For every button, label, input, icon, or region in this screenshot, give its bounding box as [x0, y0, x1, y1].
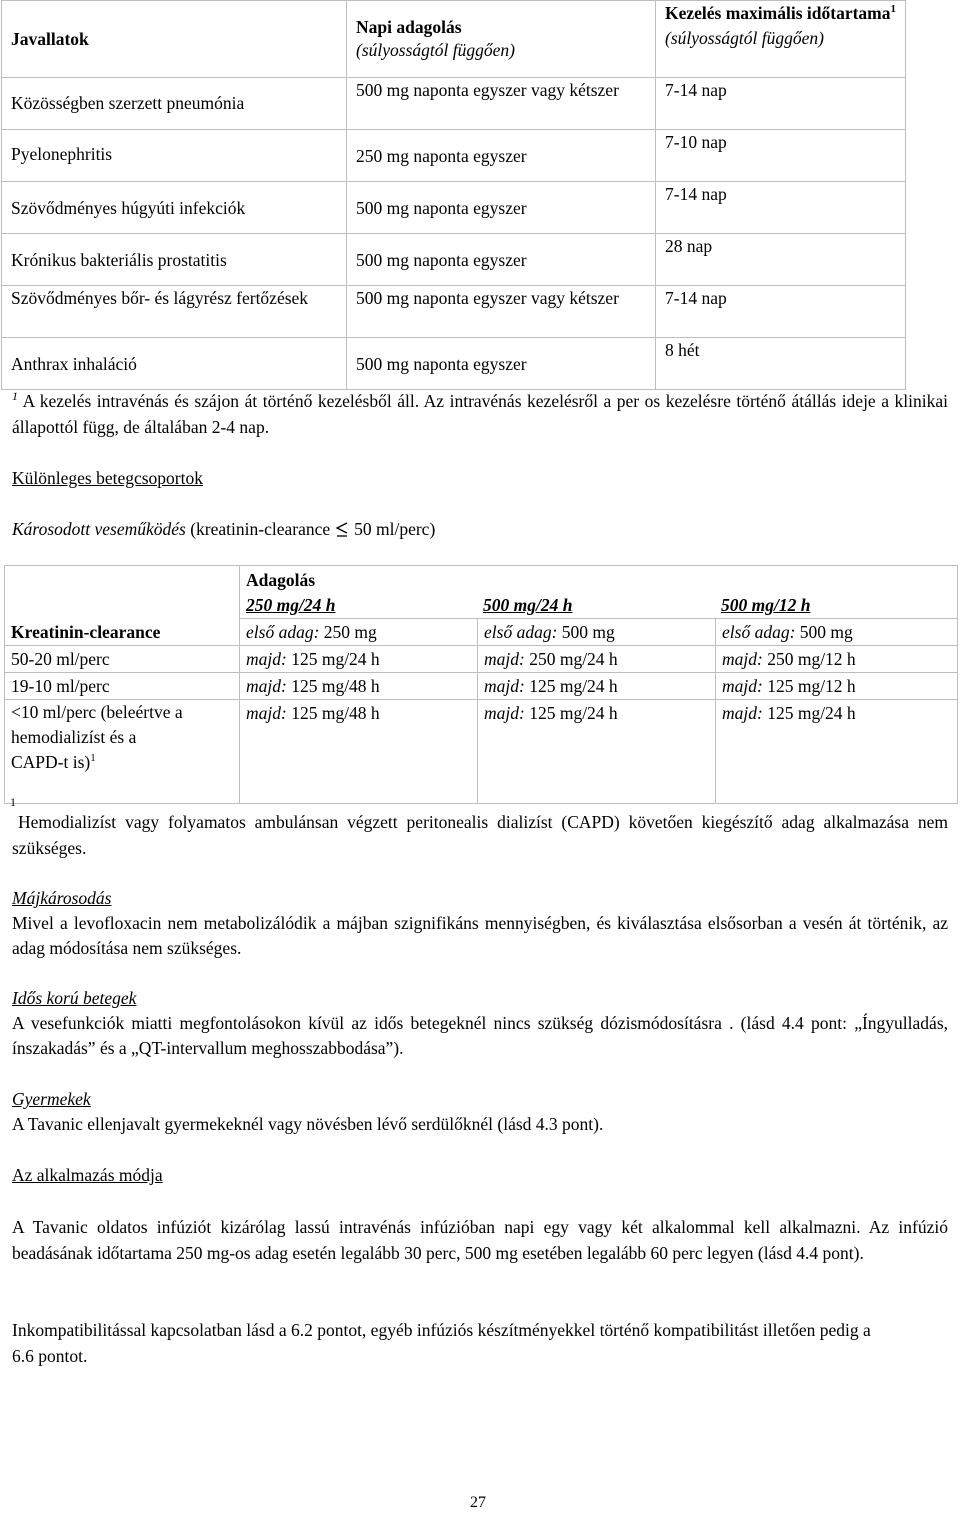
first-val: 250 mg	[323, 622, 377, 642]
elderly-heading: Idős korú betegek	[12, 988, 137, 1008]
table-row	[2, 130, 906, 182]
then-label: majd:	[484, 676, 525, 696]
special-groups-heading: Különleges betegcsoportok	[12, 468, 203, 488]
dosing-head-cell	[240, 566, 958, 619]
footnote-2: Hemodializíst vagy folyamatos ambulánsan végzett peritonealis dializíst (CAPD) követően kiegészítő adag alkalmazása nem szükséges.	[12, 812, 948, 858]
footnote-1-mark: 1	[12, 389, 18, 404]
dose-cell	[478, 700, 716, 804]
liver-section	[12, 886, 948, 961]
cell-duration: 7-14 nap	[656, 78, 906, 130]
cell-dose: 500 mg naponta egyszer	[347, 182, 656, 234]
header-dose-title: Napi adagolás	[356, 17, 462, 37]
dose-cell	[716, 646, 958, 673]
children-heading: Gyermekek	[12, 1089, 91, 1109]
cell-duration: 28 nap	[656, 234, 906, 286]
first-dose-cell	[478, 619, 716, 646]
then-label: majd:	[722, 649, 763, 669]
first-val: 500 mg	[561, 622, 615, 642]
cell-indication: Anthrax inhaláció	[2, 338, 347, 390]
then-label: majd:	[484, 649, 525, 669]
first-label: első adag:	[246, 622, 320, 642]
table-row	[5, 700, 958, 804]
header-dose-sub: (súlyosságtól függően)	[356, 40, 515, 60]
dose-val: 125 mg/24 h	[529, 676, 618, 696]
dose-cell	[716, 673, 958, 700]
liver-text: Mivel a levofloxacin nem metabolizálódik a májban szignifikáns mennyiségben, és kiválasztása elsősorban a vesén át történik, az adag módosítása nem szükséges.	[12, 913, 948, 958]
administration-heading: Az alkalmazás módja	[12, 1165, 163, 1185]
cell-indication: Krónikus bakteriális prostatitis	[2, 234, 347, 286]
indications-table	[1, 0, 906, 390]
header-dose	[347, 1, 656, 78]
dose-val: 125 mg/48 h	[291, 703, 380, 723]
table-row	[2, 78, 906, 130]
first-val: 500 mg	[799, 622, 853, 642]
table-row	[2, 286, 906, 338]
first-dose-cell	[716, 619, 958, 646]
dose-val: 125 mg/24 h	[529, 703, 618, 723]
dose-cell	[240, 673, 478, 700]
footnote-2-mark: 1	[10, 795, 16, 809]
dose-column-heads	[246, 593, 951, 618]
cell-indication: Közösségben szerzett pneumónia	[2, 78, 347, 130]
clearance-label-sup: 1	[90, 752, 96, 765]
header-indication	[2, 1, 347, 78]
cell-duration: 8 hét	[656, 338, 906, 390]
table-header-row	[2, 1, 906, 78]
first-label: első adag:	[722, 622, 796, 642]
table-header-row	[5, 566, 958, 619]
footnote-1-text: A kezelés intravénás és szájon át történő kezelésből áll. Az intravénás kezelésről a per os kezelésre történő átállás ideje a klinikai állapottól függ, de általában 2-4 nap.	[12, 391, 948, 437]
cell-dose: 500 mg naponta egyszer vagy kétszer	[347, 78, 656, 130]
header-duration-title-text: Kezelés maximális időtartama	[665, 3, 891, 23]
cell-indication: Pyelonephritis	[2, 130, 347, 182]
clearance-label: 50-20 ml/perc	[5, 646, 240, 673]
header-duration	[656, 1, 906, 78]
first-dose-cell	[240, 619, 478, 646]
row-label-head: Kreatinin-clearance	[5, 619, 240, 646]
dose-val: 125 mg/48 h	[291, 676, 380, 696]
cell-dose: 500 mg naponta egyszer	[347, 234, 656, 286]
children-text: A Tavanic ellenjavalt gyermekeknél vagy növésben lévő serdülőknél (lásd 4.3 pont).	[12, 1114, 604, 1134]
cell-duration: 7-14 nap	[656, 182, 906, 234]
then-label: majd:	[246, 649, 287, 669]
col-head-250-24: 250 mg/24 h	[246, 595, 336, 615]
table-row	[2, 234, 906, 286]
dose-val: 250 mg/24 h	[529, 649, 618, 669]
corner-cell	[5, 566, 240, 619]
less-equal-icon	[334, 520, 350, 536]
table-row	[5, 619, 958, 646]
header-duration-sup: 1	[890, 3, 897, 16]
clearance-label	[5, 700, 240, 804]
dose-val: 125 mg/12 h	[767, 676, 856, 696]
header-indication-text: Javallatok	[11, 29, 89, 49]
then-label: majd:	[484, 703, 525, 723]
cell-duration: 7-14 nap	[656, 286, 906, 338]
footnote-1	[12, 388, 948, 440]
col-head-500-24: 500 mg/24 h	[483, 595, 573, 615]
page-number: 27	[470, 1494, 486, 1511]
first-label: első adag:	[484, 622, 558, 642]
table-row	[2, 338, 906, 390]
header-duration-sub: (súlyosságtól függően)	[665, 28, 824, 48]
then-label: majd:	[246, 676, 287, 696]
elderly-text: A vesefunkciók miatti megfontolásokon kívül az idős betegeknél nincs szükség dózismódosításra . (lásd 4.4 pont: „Íngyulladás, ínszakadás” és a „QT-intervallum meghosszabbodása”).	[12, 1013, 948, 1058]
dose-cell	[478, 673, 716, 700]
renal-dosing-table	[4, 565, 958, 804]
children-section	[12, 1087, 948, 1137]
col-head-500-12: 500 mg/12 h	[721, 595, 811, 615]
cell-dose: 250 mg naponta egyszer	[347, 130, 656, 182]
cell-indication: Szövődményes húgyúti infekciók	[2, 182, 347, 234]
table-row	[2, 182, 906, 234]
dose-val: 125 mg/24 h	[291, 649, 380, 669]
dosing-label: Adagolás	[246, 570, 316, 590]
renal-heading-rest-a: (kreatinin-clearance	[190, 519, 331, 539]
liver-heading: Májkárosodás	[12, 888, 112, 908]
dose-cell	[478, 646, 716, 673]
elderly-section	[12, 986, 948, 1061]
incompatibility-text: Inkompatibilitással kapcsolatban lásd a 6.2 pontot, egyéb infúziós készítményekkel történő kompatibilitást illetően pedig a 6.6 pontot.	[12, 1320, 871, 1366]
renal-heading-italic: Károsodott veseműködés	[12, 519, 186, 539]
administration-text: A Tavanic oldatos infúziót kizárólag lassú intravénás infúzióban napi egy vagy két alkalommal kell alkalmazni. Az infúzió beadásának időtartama 250 mg-os adag esetén legalább 30 perc, 500 mg esetében legalább 60 perc legyen (lásd 4.4 pont).	[12, 1217, 948, 1263]
clearance-label: 19-10 ml/perc	[5, 673, 240, 700]
cell-dose: 500 mg naponta egyszer vagy kétszer	[347, 286, 656, 338]
cell-dose: 500 mg naponta egyszer	[347, 338, 656, 390]
table-row	[5, 646, 958, 673]
table-row	[5, 673, 958, 700]
dose-cell	[716, 700, 958, 804]
clearance-label-text: <10 ml/perc (beleértve a hemodializíst és a CAPD-t is)	[11, 702, 183, 772]
renal-heading	[12, 518, 435, 541]
dose-cell	[240, 646, 478, 673]
renal-heading-rest-b: 50 ml/perc)	[354, 519, 436, 539]
then-label: majd:	[722, 676, 763, 696]
then-label: majd:	[246, 703, 287, 723]
cell-indication: Szövődményes bőr- és lágyrész fertőzések	[2, 286, 347, 338]
dose-val: 250 mg/12 h	[767, 649, 856, 669]
dose-val: 125 mg/24 h	[767, 703, 856, 723]
header-duration-title	[665, 1, 896, 26]
dose-cell	[240, 700, 478, 804]
cell-duration: 7-10 nap	[656, 130, 906, 182]
then-label: majd:	[722, 703, 763, 723]
